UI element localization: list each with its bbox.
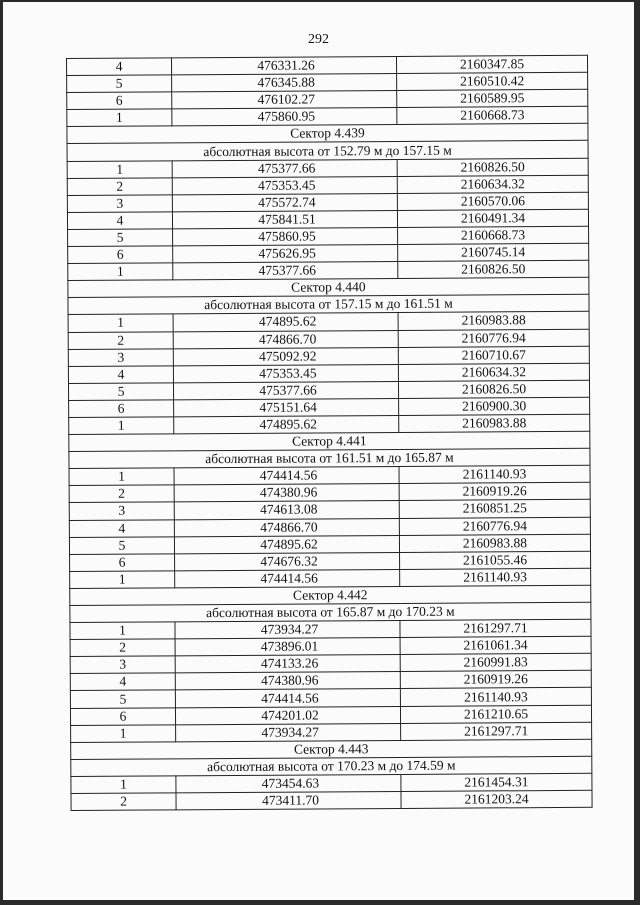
point-number-cell: 4 [70, 673, 175, 691]
y-coordinate-cell: 2161454.31 [401, 773, 592, 791]
y-coordinate-cell: 2161140.93 [400, 568, 591, 586]
y-coordinate-cell: 2160900.30 [399, 397, 590, 415]
y-coordinate-cell: 2160826.50 [398, 260, 589, 278]
point-number-cell: 2 [70, 639, 175, 657]
y-coordinate-cell: 2160983.88 [399, 534, 590, 552]
y-coordinate-cell: 2160634.32 [397, 175, 588, 193]
point-number-cell: 1 [68, 314, 173, 332]
x-coordinate-cell: 475841.51 [172, 210, 397, 228]
x-coordinate-cell: 475626.95 [173, 245, 398, 263]
x-coordinate-cell: 475151.64 [174, 398, 399, 416]
y-coordinate-cell: 2160776.94 [398, 329, 589, 347]
y-coordinate-cell: 2160983.88 [398, 312, 589, 330]
point-number-cell: 1 [70, 571, 175, 589]
y-coordinate-cell: 2160983.88 [399, 414, 590, 432]
y-coordinate-cell: 2161061.34 [400, 636, 591, 654]
x-coordinate-cell: 473454.63 [176, 774, 401, 792]
x-coordinate-cell: 474613.08 [174, 501, 399, 519]
x-coordinate-cell: 474895.62 [174, 415, 399, 433]
point-number-cell: 2 [71, 793, 176, 811]
y-coordinate-cell: 2160826.50 [398, 380, 589, 398]
sector-header-cell: Сектор 4.443 [71, 739, 592, 759]
page-number: 292 [308, 32, 329, 47]
y-coordinate-cell: 2160589.95 [397, 90, 588, 108]
point-number-cell: 1 [67, 160, 172, 178]
point-number-cell: 2 [67, 178, 172, 196]
point-number-cell: 1 [70, 622, 175, 640]
point-number-cell: 3 [69, 502, 174, 520]
y-coordinate-cell: 2160991.83 [400, 654, 591, 672]
x-coordinate-cell: 474866.70 [173, 330, 398, 348]
point-number-cell: 4 [68, 366, 173, 384]
x-coordinate-cell: 474380.96 [175, 672, 400, 690]
point-number-cell: 5 [67, 75, 172, 93]
y-coordinate-cell: 2160745.14 [398, 243, 589, 261]
x-coordinate-cell: 473411.70 [176, 791, 401, 809]
y-coordinate-cell: 2161297.71 [400, 619, 591, 637]
point-number-cell: 3 [68, 348, 173, 366]
x-coordinate-cell: 473934.27 [175, 621, 400, 639]
x-coordinate-cell: 476345.88 [172, 74, 397, 92]
y-coordinate-cell: 2160634.32 [398, 363, 589, 381]
x-coordinate-cell: 475572.74 [172, 193, 397, 211]
point-number-cell: 5 [68, 383, 173, 401]
y-coordinate-cell: 2161210.65 [400, 705, 591, 723]
sector-header-cell: абсолютная высота от 165.87 м до 170.23 м [70, 602, 591, 622]
y-coordinate-cell: 2160668.73 [397, 107, 588, 125]
x-coordinate-cell: 475377.66 [173, 262, 398, 280]
x-coordinate-cell: 474676.32 [175, 552, 400, 570]
sector-header-cell: Сектор 4.440 [68, 278, 589, 298]
point-number-cell: 1 [71, 776, 176, 794]
point-number-cell: 6 [67, 92, 172, 110]
x-coordinate-cell: 474866.70 [174, 518, 399, 536]
y-coordinate-cell: 2161203.24 [401, 790, 592, 808]
x-coordinate-cell: 475353.45 [173, 364, 398, 382]
point-number-cell: 6 [70, 707, 175, 725]
point-number-cell: 3 [67, 195, 172, 213]
y-coordinate-cell: 2161055.46 [400, 551, 591, 569]
x-coordinate-cell: 474414.56 [175, 689, 400, 707]
document-page [3, 2, 634, 900]
x-coordinate-cell: 475860.95 [173, 227, 398, 245]
x-coordinate-cell: 473896.01 [175, 638, 400, 656]
sector-header-cell: абсолютная высота от 152.79 м до 157.15 м [67, 141, 588, 161]
y-coordinate-cell: 2160776.94 [399, 517, 590, 535]
sector-header-cell: Сектор 4.442 [70, 585, 591, 605]
y-coordinate-cell: 2160668.73 [398, 226, 589, 244]
x-coordinate-cell: 474414.56 [175, 569, 400, 587]
y-coordinate-cell: 2161297.71 [401, 722, 592, 740]
point-number-cell: 5 [68, 229, 173, 247]
y-coordinate-cell: 2160491.34 [397, 209, 588, 227]
point-number-cell: 2 [68, 331, 173, 349]
x-coordinate-cell: 475860.95 [172, 108, 397, 126]
point-number-cell: 2 [69, 485, 174, 503]
y-coordinate-cell: 2160851.25 [399, 500, 590, 518]
y-coordinate-cell: 2160570.06 [397, 192, 588, 210]
point-number-cell: 6 [70, 554, 175, 572]
y-coordinate-cell: 2160919.26 [400, 671, 591, 689]
y-coordinate-cell: 2160710.67 [398, 346, 589, 364]
x-coordinate-cell: 475353.45 [172, 176, 397, 194]
point-number-cell: 1 [71, 724, 176, 742]
point-number-cell: 4 [67, 212, 172, 230]
coordinates-table-body [67, 55, 593, 810]
point-number-cell: 5 [69, 536, 174, 554]
y-coordinate-cell: 2160347.85 [396, 55, 587, 73]
x-coordinate-cell: 474414.56 [174, 467, 399, 485]
x-coordinate-cell: 474201.02 [175, 706, 400, 724]
x-coordinate-cell: 474895.62 [174, 535, 399, 553]
x-coordinate-cell: 475092.92 [173, 347, 398, 365]
point-number-cell: 6 [68, 246, 173, 264]
coordinates-table [66, 55, 593, 811]
point-number-cell: 6 [69, 400, 174, 418]
sector-header-cell: абсолютная высота от 157.15 м до 161.51 м [68, 295, 589, 315]
x-coordinate-cell: 476331.26 [172, 56, 397, 74]
x-coordinate-cell: 474380.96 [174, 484, 399, 502]
point-number-cell: 1 [68, 263, 173, 281]
x-coordinate-cell: 475377.66 [172, 159, 397, 177]
y-coordinate-cell: 2160919.26 [399, 483, 590, 501]
y-coordinate-cell: 2160510.42 [397, 72, 588, 90]
sector-header-cell: Сектор 4.441 [69, 431, 590, 451]
x-coordinate-cell: 473934.27 [176, 723, 401, 741]
y-coordinate-cell: 2161140.93 [400, 688, 591, 706]
sector-header-cell: абсолютная высота от 170.23 м до 174.59 м [71, 756, 592, 776]
y-coordinate-cell: 2161140.93 [399, 466, 590, 484]
point-number-cell: 1 [67, 109, 172, 127]
point-number-cell: 1 [69, 417, 174, 435]
point-number-cell: 5 [70, 690, 175, 708]
x-coordinate-cell: 474895.62 [173, 313, 398, 331]
point-number-cell: 1 [69, 468, 174, 486]
sector-header-cell: Сектор 4.439 [67, 124, 588, 144]
point-number-cell: 3 [70, 656, 175, 674]
x-coordinate-cell: 476102.27 [172, 91, 397, 109]
table-row [71, 790, 592, 810]
sector-header-cell: абсолютная высота от 161.51 м до 165.87 м [69, 448, 590, 468]
point-number-cell: 4 [67, 58, 172, 76]
coordinates-table-container [66, 55, 593, 811]
y-coordinate-cell: 2160826.50 [397, 158, 588, 176]
point-number-cell: 4 [69, 519, 174, 537]
x-coordinate-cell: 475377.66 [173, 381, 398, 399]
x-coordinate-cell: 474133.26 [175, 655, 400, 673]
